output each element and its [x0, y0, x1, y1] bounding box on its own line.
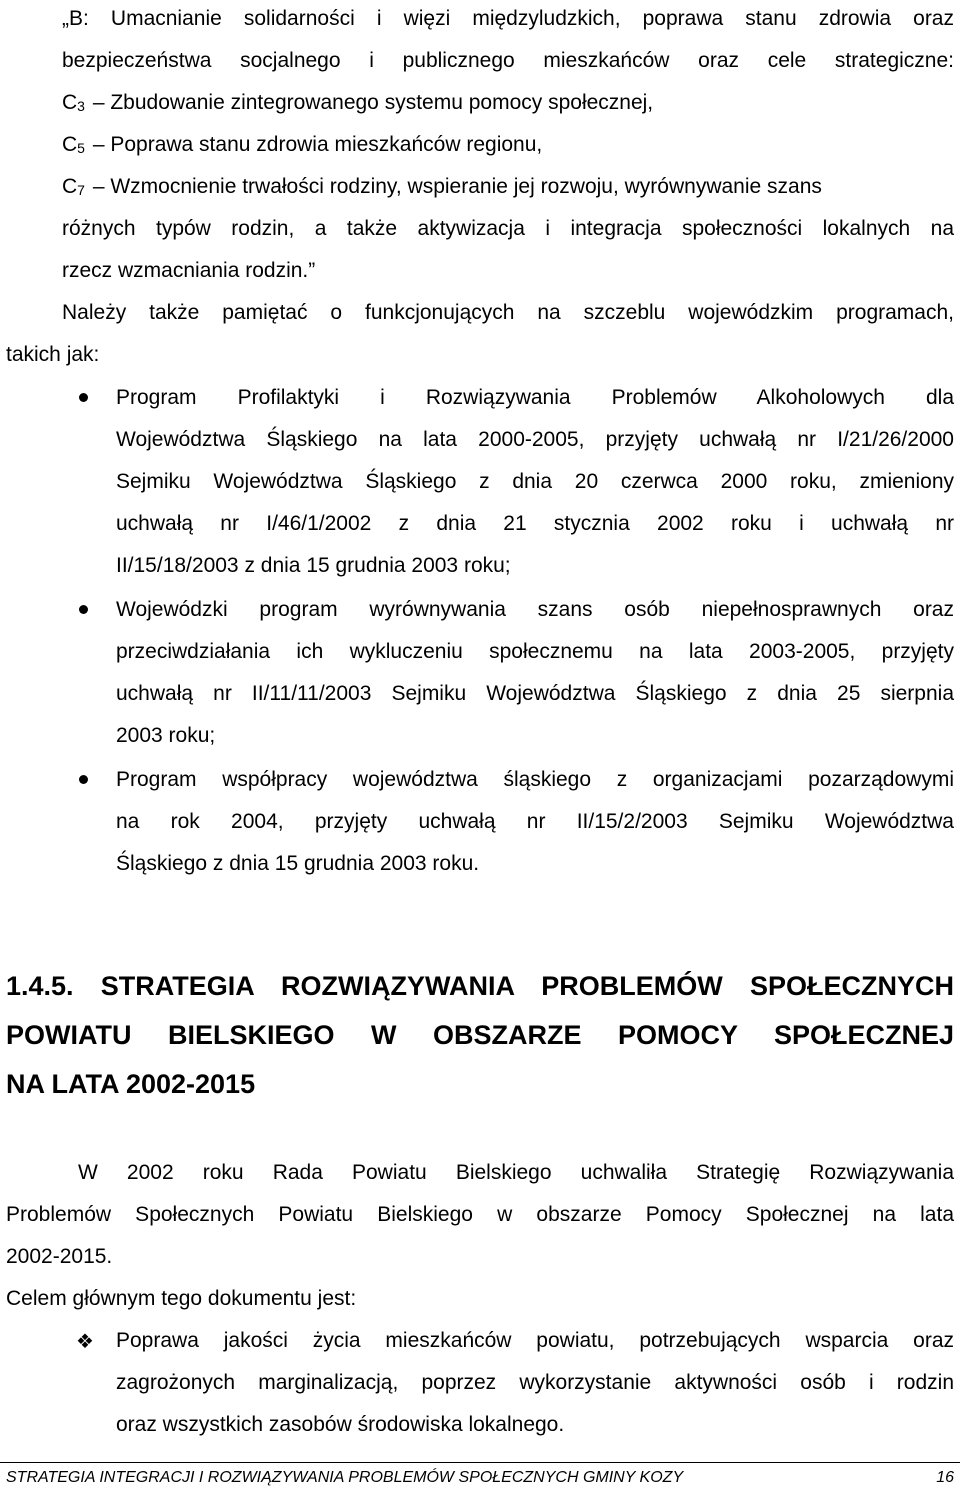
- goal-c7: $C_7$ – Wzmocnienie trwałości rodziny, wspieranie jej rozwoju, wyrównywanie szans: [62, 175, 822, 198]
- goal-c3-letter: C: [62, 91, 78, 114]
- footer-title: STRATEGIA INTEGRACJI I ROZWIĄZYWANIA PROBLEMÓW SPOŁECZNYCH GMINY KOZY: [6, 1469, 684, 1486]
- diamond-bullet-icon: ❖: [76, 1329, 94, 1353]
- goal-c7-subscript: 7: [77, 182, 85, 198]
- page-number: 16: [936, 1469, 954, 1486]
- program-1-line-1: Program Profilaktyki i Rozwiązywania Problemów Alkoholowych dla: [116, 386, 954, 409]
- strategy-para-line-3: 2002-2015.: [6, 1245, 113, 1268]
- programs-intro-line-2: takich jak:: [6, 343, 100, 366]
- goal-line-1: Poprawa jakości życia mieszkańców powiatu, potrzebujących wsparcia oraz: [116, 1329, 954, 1352]
- section-b-line-1: „B: Umacnianie solidarności i więzi międzyludzkich, poprawa stanu zdrowia oraz: [62, 7, 954, 30]
- goal-c5-letter: C: [62, 133, 78, 156]
- goal-c7-text: Wzmocnienie trwałości rodziny, wspieranie jej rozwoju, wyrównywanie szans: [110, 175, 822, 198]
- program-1-line-5: II/15/18/2003 z dnia 15 grudnia 2003 roku;: [116, 554, 511, 577]
- section-b-line-2: bezpieczeństwa socjalnego i publicznego mieszkańców oraz cele strategiczne:: [62, 49, 954, 72]
- strategy-para-line-1: W 2002 roku Rada Powiatu Bielskiego uchwaliła Strategię Rozwiązywania: [78, 1161, 954, 1184]
- goal-c5-subscript: 5: [77, 140, 85, 156]
- footer-rule: [0, 1462, 960, 1463]
- goal-line-3: oraz wszystkich zasobów środowiska lokalnego.: [116, 1413, 565, 1436]
- program-3-line-3: Śląskiego z dnia 15 grudnia 2003 roku.: [116, 852, 480, 875]
- program-2-line-1: Wojewódzki program wyrównywania szans osób niepełnosprawnych oraz: [116, 598, 954, 621]
- program-1-line-3: Sejmiku Województwa Śląskiego z dnia 20 czerwca 2000 roku, zmieniony: [116, 470, 954, 493]
- goal-c5-text: Poprawa stanu zdrowia mieszkańców regionu,: [110, 133, 543, 156]
- programs-intro-line-1: Należy także pamiętać o funkcjonujących na szczeblu wojewódzkim programach,: [62, 301, 954, 324]
- program-3-line-1: Program współpracy województwa śląskiego z organizacjami pozarządowymi: [116, 768, 954, 791]
- program-1-line-2: Województwa Śląskiego na lata 2000-2005, przyjęty uchwałą nr I/21/26/2000: [116, 428, 954, 451]
- goal-c5: $C_5$ – Poprawa stanu zdrowia mieszkańców regionu,: [62, 133, 543, 156]
- section-heading-line-2: POWIATU BIELSKIEGO W OBSZARZE POMOCY SPOŁECZNEJ: [6, 1020, 954, 1050]
- program-2-line-4: 2003 roku;: [116, 724, 216, 747]
- bullet-icon: [79, 393, 88, 402]
- bullet-icon: [79, 775, 88, 784]
- program-1-line-4: uchwałą nr I/46/1/2002 z dnia 21 stycznia 2002 roku i uchwałą nr: [116, 512, 954, 535]
- program-2-line-2: przeciwdziałania ich wykluczeniu społecznemu na lata 2003-2005, przyjęty: [116, 640, 954, 663]
- section-b-line-7: rzecz wzmacniania rodzin.”: [62, 259, 316, 282]
- goal-c3-subscript: 3: [77, 98, 85, 114]
- section-heading-line-1: 1.4.5. STRATEGIA ROZWIĄZYWANIA PROBLEMÓW SPOŁECZNYCH: [6, 971, 954, 1001]
- program-3-line-2: na rok 2004, przyjęty uchwałą nr II/15/2/2003 Sejmiku Województwa: [116, 810, 954, 833]
- goal-line-2: zagrożonych marginalizacją, poprzez wykorzystanie aktywności osób i rodzin: [116, 1371, 954, 1394]
- section-b-line-6: różnych typów rodzin, a także aktywizacja i integracja społeczności lokalnych na: [62, 217, 954, 240]
- program-2-line-3: uchwałą nr II/11/11/2003 Sejmiku Województwa Śląskiego z dnia 25 sierpnia: [116, 682, 954, 705]
- goal-c3-text: Zbudowanie zintegrowanego systemu pomocy społecznej,: [110, 91, 654, 114]
- section-heading-line-3: NA LATA 2002-2015: [6, 1069, 256, 1099]
- strategy-para-line-2: Problemów Społecznych Powiatu Bielskiego w obszarze Pomocy Społecznej na lata: [6, 1203, 954, 1226]
- bullet-icon: [79, 605, 88, 614]
- goal-intro: Celem głównym tego dokumentu jest:: [6, 1287, 357, 1310]
- goal-c3: $C_3$ – Zbudowanie zintegrowanego systemu pomocy społecznej,: [62, 91, 654, 114]
- goal-c7-letter: C: [62, 175, 78, 198]
